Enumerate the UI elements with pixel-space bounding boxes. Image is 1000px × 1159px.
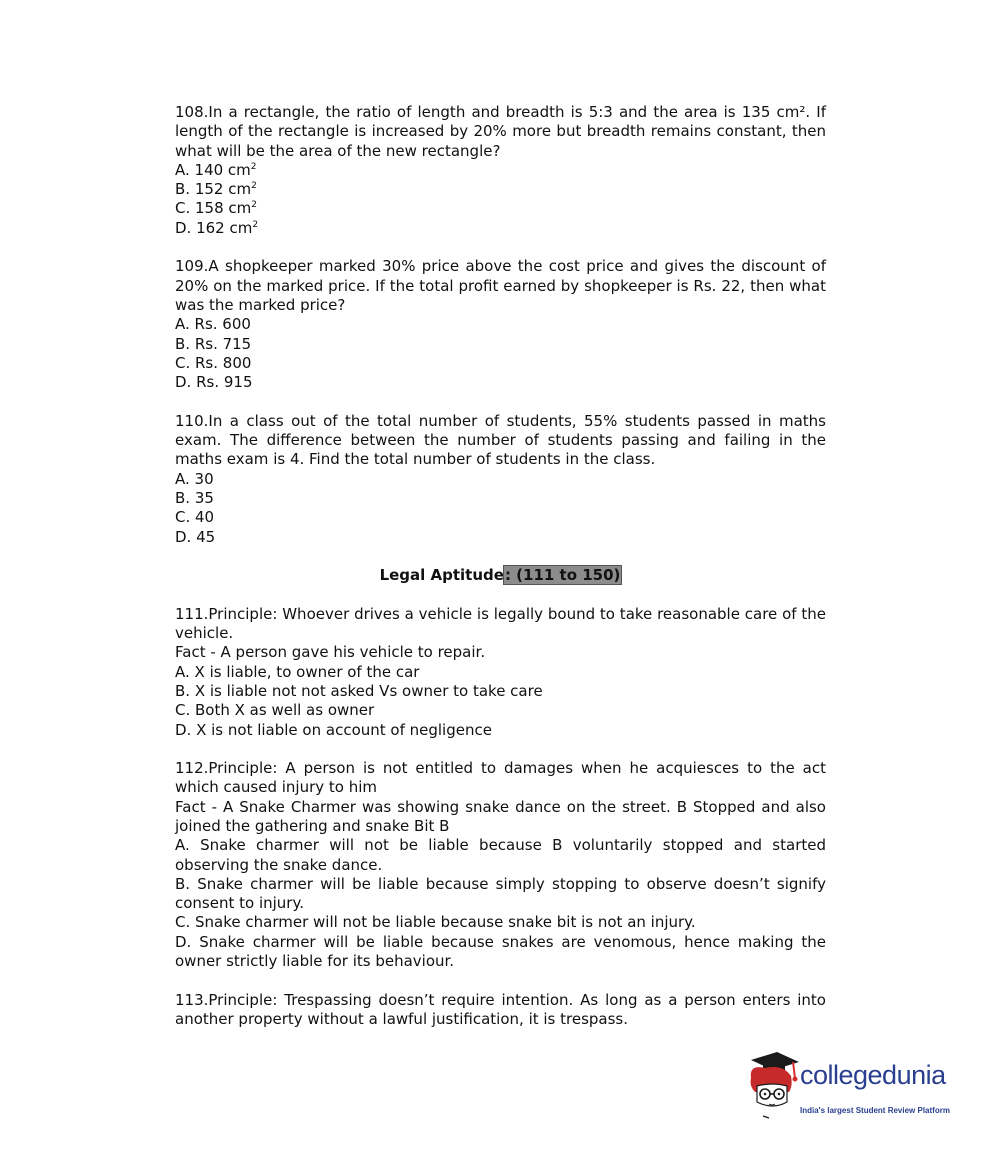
question-principle: 112.Principle: A person is not entitled to damages when he acquiesces to the act which caused injury to him — [175, 759, 826, 797]
question-110 — [175, 412, 826, 547]
document-body — [175, 103, 826, 1049]
option-b: B. 35 — [175, 488, 214, 507]
question-fact: Fact - A person gave his vehicle to repair. — [175, 643, 486, 662]
collegedunia-logo — [743, 1052, 973, 1122]
option-b: B. 152 $cm^2$ — [175, 180, 257, 199]
option-a: A. X is liable, to owner of the car — [175, 662, 420, 681]
question-109 — [175, 257, 826, 392]
question-stem: 108.In a rectangle, the ratio of length and breadth is 5:3 and the area is 135 cm². If length of the rectangle is increased by 20% more but breadth remains constant, then what will be the area of the new rectangle? — [175, 103, 826, 160]
question-fact: Fact - A Snake Charmer was showing snake dance on the street. B Stopped and also joined the gathering and snake Bit B — [175, 797, 826, 835]
section-heading — [175, 566, 826, 585]
option-d: D. 45 — [175, 527, 216, 546]
section-title: Legal Aptitude — [379, 566, 504, 585]
option-c: C. Both X as well as owner — [175, 701, 375, 720]
option-b: B. Snake charmer will be liable because simply stopping to observe doesn’t signify consent to injury. — [175, 874, 826, 913]
question-principle: 111.Principle: Whoever drives a vehicle is legally bound to take reasonable care of the vehicle. — [175, 604, 826, 643]
option-a: A. 140 $cm^2$ — [175, 160, 257, 179]
question-stem: 110.In a class out of the total number of students, 55% students passed in maths exam. The difference between the number of students passing and failing in the maths exam is 4. Find the total number of students in the class. — [175, 411, 826, 469]
option-c: C. 158 $cm^2$ — [175, 199, 258, 218]
option-c: C. Snake charmer will not be liable because snake bit is not an injury. — [175, 913, 696, 932]
option-a: A. Snake charmer will not be liable because B voluntarily stopped and started observing the snake dance. — [175, 836, 826, 874]
question-principle: 113.Principle: Trespassing doesn’t require intention. As long as a person enters into another property without a lawful justification, it is trespass. — [175, 990, 826, 1028]
option-b: B. X is liable not not asked Vs owner to take care — [175, 681, 543, 700]
section-range-highlight: : (111 to 150) — [504, 566, 621, 585]
question-113 — [175, 991, 826, 1030]
option-c: C. 40 — [175, 508, 215, 527]
option-a: A. 30 — [175, 469, 214, 488]
question-108 — [175, 103, 826, 238]
question-111 — [175, 605, 826, 740]
logo-tagline: India's largest Student Review Platform — [800, 1106, 950, 1115]
option-d: D. X is not liable on account of negligence — [175, 720, 492, 739]
question-stem: 109.A shopkeeper marked 30% price above the cost price and gives the discount of 20% on the marked price. If the total profit earned by shopkeeper is Rs. 22, then what was the marked price? — [175, 257, 826, 314]
student-mascot-icon — [743, 1052, 803, 1122]
option-c: C. Rs. 800 — [175, 353, 252, 372]
option-d: D. 162 $cm^2$ — [175, 218, 259, 237]
question-112 — [175, 759, 826, 971]
option-d: D. Snake charmer will be liable because snakes are venomous, hence making the owner strictly liable for its behaviour. — [175, 932, 826, 971]
option-a: A. Rs. 600 — [175, 315, 251, 334]
option-b: B. Rs. 715 — [175, 334, 252, 353]
logo-wordmark: collegedunia — [800, 1060, 946, 1090]
option-d: D. Rs. 915 — [175, 373, 253, 392]
